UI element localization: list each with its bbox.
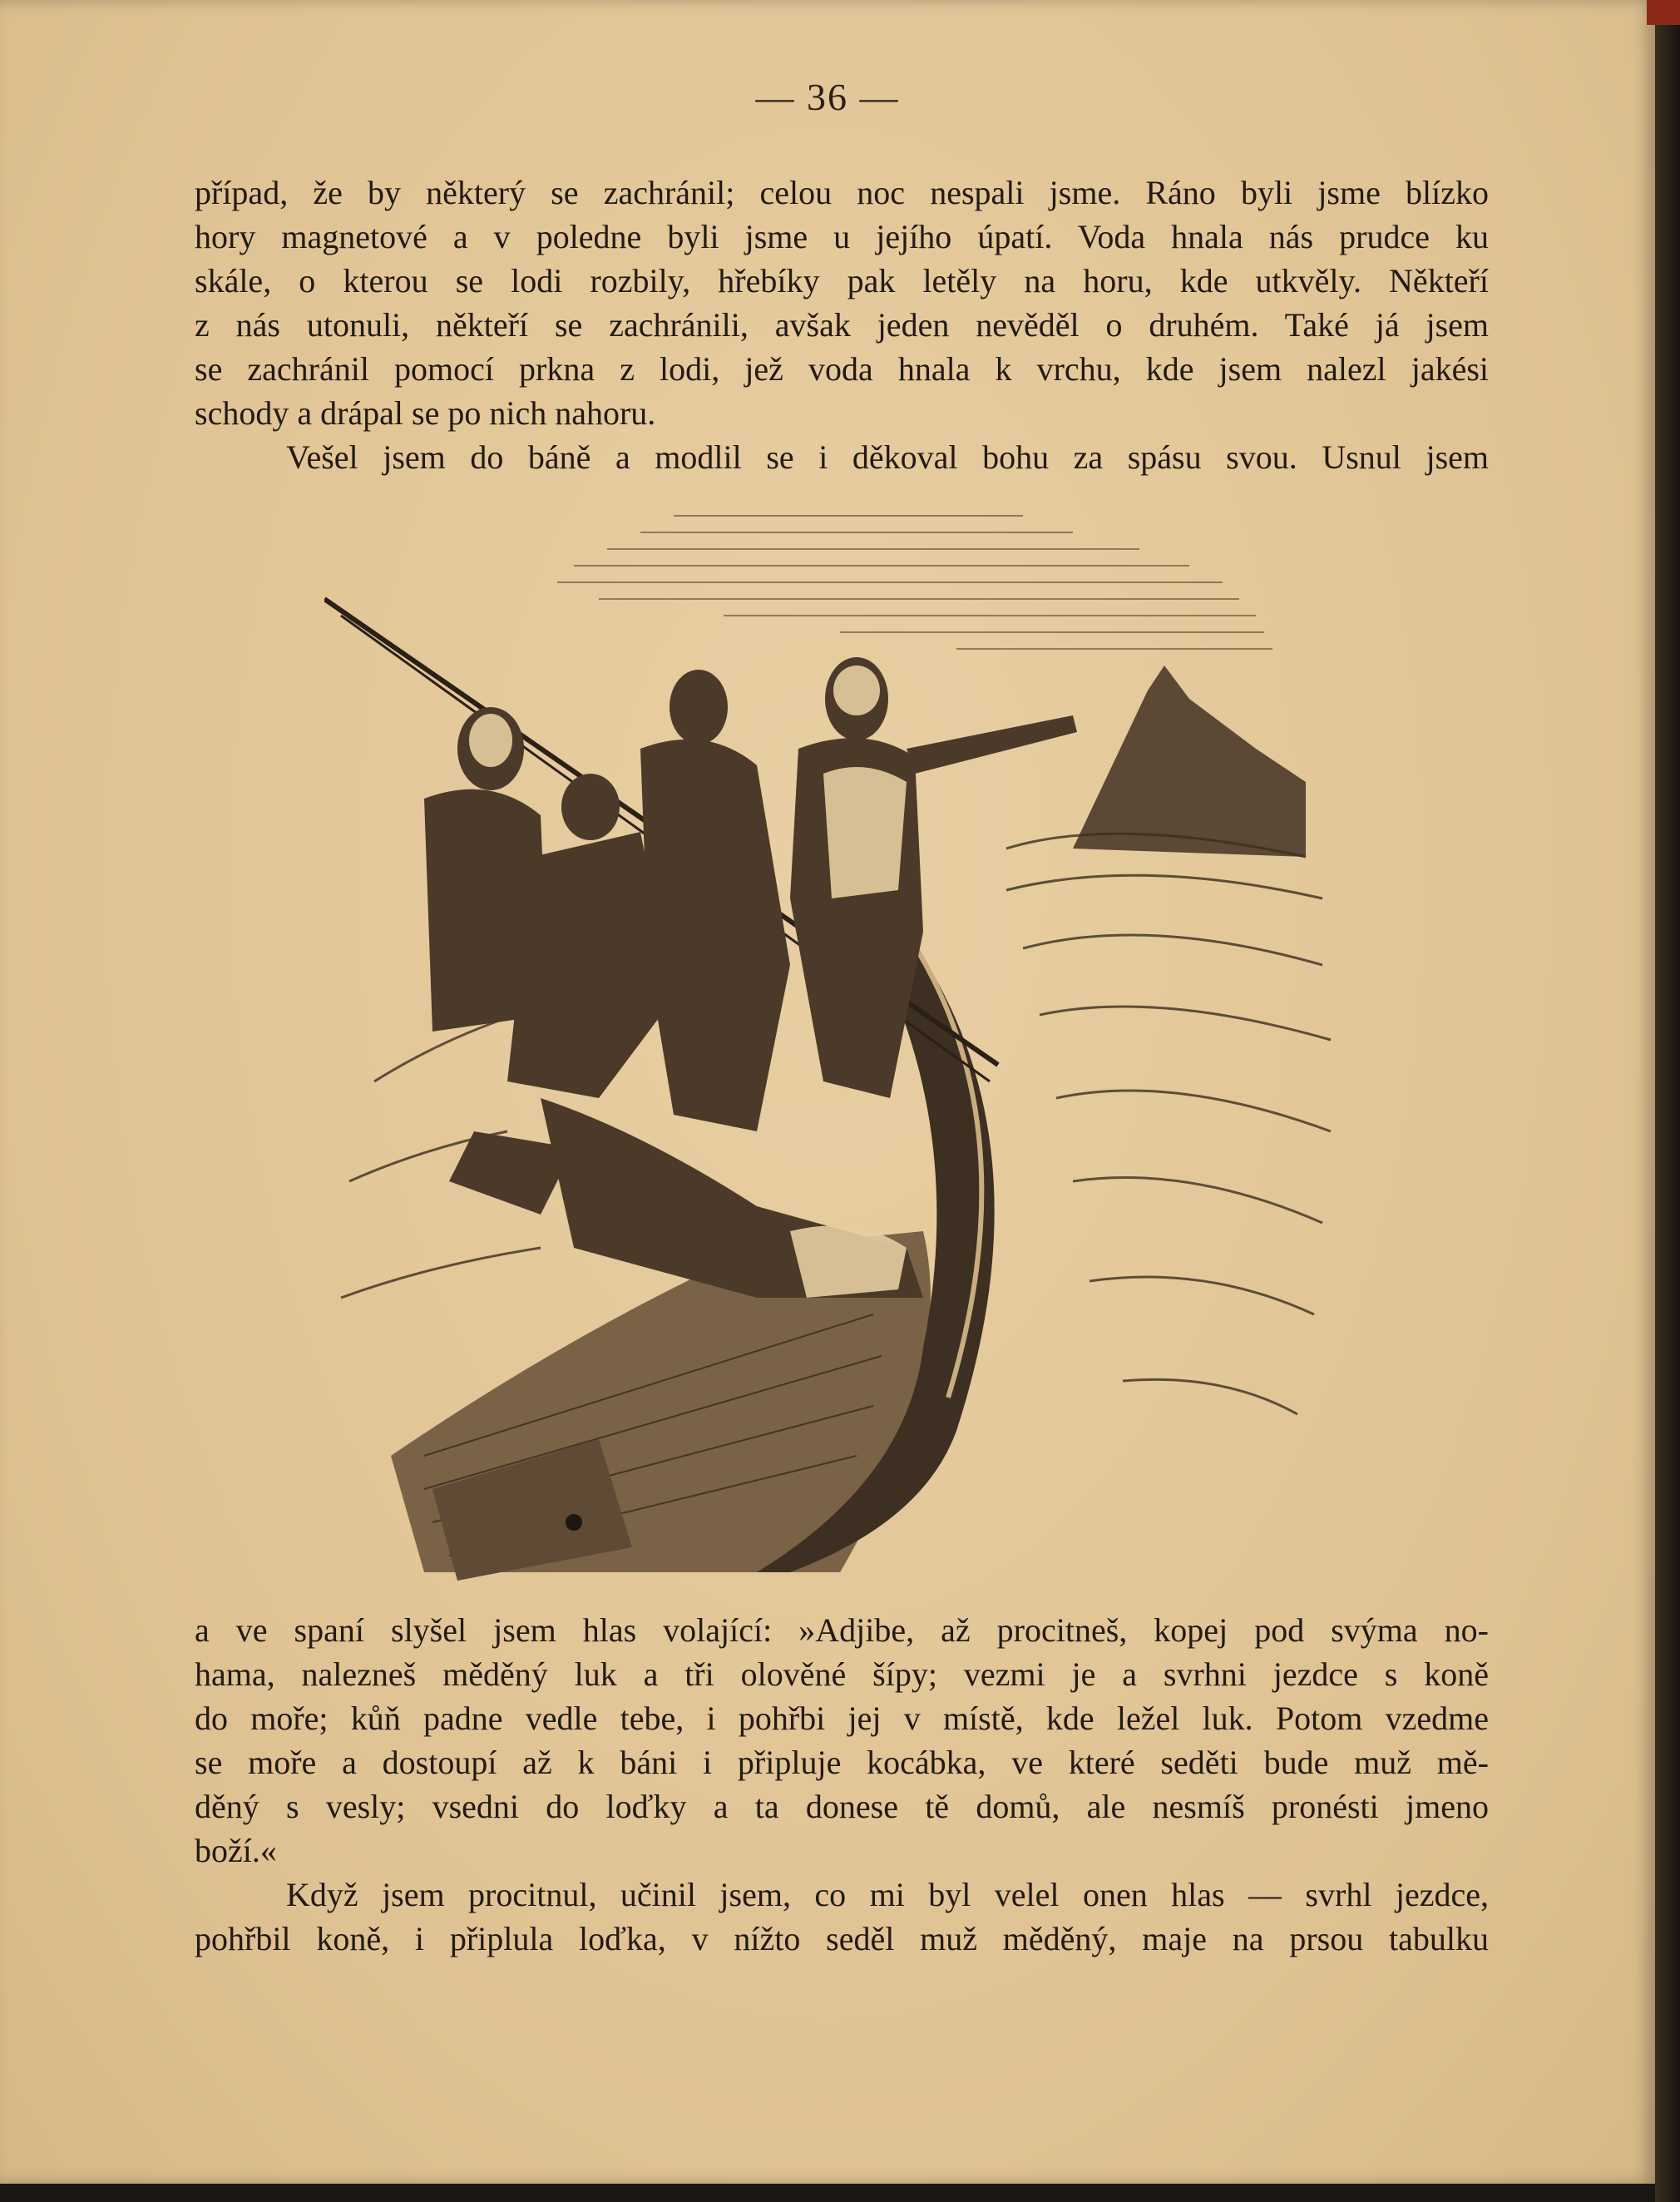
text-line: Vešel jsem do báně a modlil se i děkoval bohu za spásu svou. Usnul jsem [286,438,1489,476]
text-line: se zachránil pomocí prkna z lodi, jež voda hnala k vrchu, kde jsem nalezl jakési [195,350,1489,388]
book-spine-edge [1655,0,1680,2202]
text-line: hama, nalezneš měděný luk a tři olověné šípy; vezmi je a svrhni jezdce s koně [195,1655,1489,1693]
text-line: děný s vesly; vsedni do loďky a ta donese tě domů, ale nesmíš pronésti jmeno [195,1788,1489,1825]
paragraph-block-top [195,171,1489,479]
text-line: Když jsem procitnul, učinil jsem, co mi byl velel onen hlas — svrhl jezdce, [286,1876,1489,1913]
page-number: — 36 — [755,76,900,118]
text-line: boží.« [195,1832,277,1869]
text-line: z nás utonuli, někteří se zachránili, avšak jeden nevěděl o druhém. Také já jsem [195,306,1489,344]
text-line: skále, o kterou se lodi rozbily, hřebíky pak letěly na horu, kde utkvěly. Někteří [195,262,1489,299]
text-line: do moře; kůň padne vedle tebe, i pohřbi jej v místě, kde ležel luk. Potom vzedme [195,1700,1489,1737]
text-line: pohřbil koně, i připlula loďka, v nížto seděl muž měděný, maje na prsou tabulku [195,1920,1489,1957]
text-line: se moře a dostoupí až k báni i připluje kocábka, ve které seděti bude muž mě- [195,1744,1489,1781]
text-line: schody a drápal se po nich nahoru. [195,394,656,432]
paragraph-block-bottom [195,1608,1489,1961]
text-line: a ve spaní slyšel jsem hlas volající: »Adjibe, až procitneš, kopej pod svýma no- [195,1611,1489,1649]
ribbon-corner [1647,0,1680,25]
engraving-illustration [324,499,1356,1581]
text-line: hory magnetové a v poledne byli jsme u jejího úpatí. Voda hnala nás prudce ku [195,218,1489,255]
text-line: případ, že by některý se zachránil; celou noc nespali jsme. Ráno byli jsme blízko [195,174,1489,211]
